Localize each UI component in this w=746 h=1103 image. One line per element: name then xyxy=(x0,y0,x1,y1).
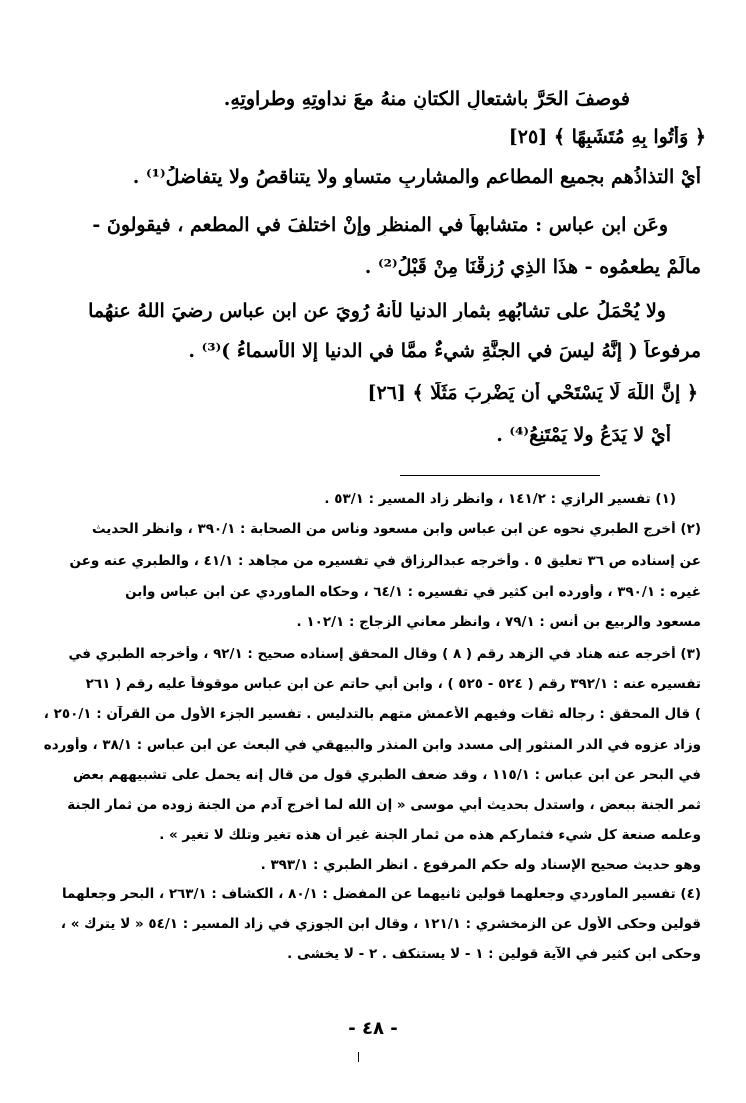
main-text-line-7: أيْ لا يَدَعُ ولا يَمْتَنِعُ⁽⁴⁾ . xyxy=(496,424,671,446)
main-text-line-2: أيْ التذاذُهم بجميعِ المطاعمِ والمشاربِ متساوٍ ولا يتناقصُ ولا يتفاضلُ⁽¹⁾ . xyxy=(132,166,701,188)
footnote-3-line-3: ) قال المحقق : رجاله ثقات وفيهم الأعمش متهم بالتدليس . تفسير الجزء الأول من القرآن : ٢٥٠/١ ، xyxy=(43,706,701,722)
verse-line-26: ﴿ إِنَّ اللَّهَ لَا يَسْتَحْيِ أَن يَضْرِبَ مَثَلًا ﴾ [٢٦] xyxy=(367,382,698,404)
footnote-3-line-5: في البحر عن ابن عباس : ١١٥/١ ، وقد ضعف الطبري قول من قال إنه يحمل على تشبيههم بعض xyxy=(72,767,701,783)
main-text-line-4: مالَمْ يطعمُوه - هذَا الذِي رُزقْنَا مِنْ قَبْلُ⁽²⁾ . xyxy=(364,256,701,278)
footnote-3-line-8: وهو حديث صحيح الإسناد وله حكم المرفوع . انظر الطبري : ٣٩٣/١ . xyxy=(260,857,701,873)
footnote-4-line-2: قولين وحكى الأول عن الزمخشري : ١٢١/١ ، وقال ابن الجوزي في زاد المسير : ٥٤/١ « لا يترك » ، xyxy=(60,916,701,932)
page-number: - ٤٨ - xyxy=(348,1018,398,1039)
main-text-line-1: فوصفَ الحَرَّ باشتعالِ الكتانِ منهُ معَ نداوتِهِ وطراوتِهِ. xyxy=(223,88,630,110)
footnote-4-line-3: وحكى ابن كثير في الآية قولين : ١ - لا يستنكف . ٢ - لا يخشى . xyxy=(287,946,701,962)
footnote-separator xyxy=(400,475,600,476)
footnote-2-line-2: عن إسناده ص ٣٦ تعليق ٥ . وأخرجه عبدالرزاق في تفسيره من مجاهد : ٤١/١ ، والطبري عنه وعن xyxy=(69,553,701,569)
main-text-line-5: ولا يُحْمَلُ على تشابُهِهِ بثمارِ الدنيا لأنهُ رُوِيَ عن ابنِ عباسٍ رضيَ اللهُ عنهُما xyxy=(88,300,666,322)
main-text-line-6: مرفوعاً ( إنَّهُ ليسَ في الجنَّةِ شيءٌ ممَّا في الدنيا إلا الأسماءُ )⁽³⁾ . xyxy=(188,340,701,362)
footnote-1: (١) تفسير الرازي : ١٤١/٢ ، وانظر زاد المسير : ٥٣/١ . xyxy=(324,491,676,507)
footnote-2-line-1: (٢) أخرج الطبري نحوه عن ابن عباس وابن مسعود وناس من الصحابة : ٣٩٠/١ ، وانظر الحديث xyxy=(92,521,701,537)
footnote-3-line-7: وعلمه صنعة كل شيء فثماركم هذه من ثمار الجنة غير أن هذه تغير وتلك لا تغير » . xyxy=(159,827,701,843)
footnote-2-line-3: غيره : ٣٩٠/١ ، وأورده ابن كثير في تفسيره : ٦٤/١ ، وحكاه الماوردي عن ابن عباس وابن xyxy=(125,584,701,600)
footnote-3-line-2: تفسيره عنه : ٣٩٢/١ رقم ( ٥٢٤ - ٥٢٥ ) ، وابن أبي حاتم عن ابن عباس موقوفاً عليه رقم ( ٢٦١ xyxy=(85,676,701,692)
main-text-line-3: وعَن ابنِ عباسٍ : متشابهاً في المنظرِ وإنْ اختلفَ في المطعمِ ، فيقولونَ - xyxy=(92,214,668,236)
verse-line-25: ﴿ وَأُتُوا بِهِ مُتَشَبِهًا ﴾ [٢٥] xyxy=(508,126,706,148)
footnote-3-line-6: ثمر الجنة ببعض ، واستدل بحديث أبي موسى « إن الله لما أخرج آدم من الجنة زوده من ثمار الجنة xyxy=(67,797,701,813)
footnote-4-line-1: (٤) تفسير الماوردي وجعلهما قولين ثانيهما عن المفضل : ٨٠/١ ، الكشاف : ٢٦٣/١ ، البحر وجعلهما xyxy=(61,886,701,902)
footnote-2-line-4: مسعود والربيع بن أنس : ٧٩/١ ، وانظر معاني الزجاج : ١٠٢/١ . xyxy=(296,614,701,630)
footnote-3-line-4: وزاد عزوه في الدر المنثور إلى مسدد وابن المنذر والبيهقي في البعث عن ابن عباس : ٣٨/١ ، وأورده xyxy=(43,737,701,753)
scan-mark xyxy=(358,1052,359,1062)
footnote-3-line-1: (٣) أخرجه عنه هناد في الزهد رقم ( ٨ ) وقال المحقق إسناده صحيح : ٩٢/١ ، وأخرجه الطبري في xyxy=(68,646,701,662)
